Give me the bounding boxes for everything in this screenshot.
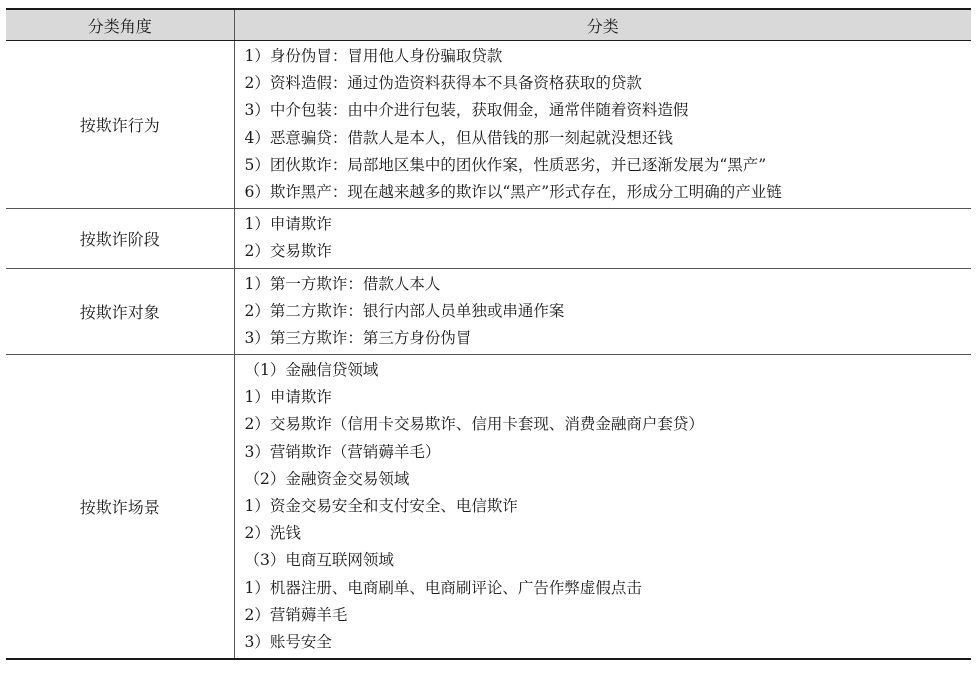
list-item: 5）团伙欺诈：局部地区集中的团伙作案，性质恶劣，并已逐渐发展为“黑产”: [244, 155, 767, 174]
list-item: 1）身份伪冒：冒用他人身份骗取贷款: [244, 47, 503, 65]
items-cell: [234, 209, 971, 268]
table-row: [6, 209, 971, 268]
list-item: 1）第一方欺诈：借款人本人: [244, 274, 441, 293]
items-cell: [234, 355, 971, 660]
list-item: 1）申请欺诈: [244, 215, 332, 234]
list-item: 3）账号安全: [244, 632, 332, 651]
list-item: 2）营销薅羊毛: [244, 605, 348, 624]
list-item: 2）第二方欺诈：银行内部人员单独或串通作案: [244, 301, 565, 320]
list-item: 2）交易欺诈（信用卡交易欺诈、信用卡套现、消费金融商户套贷）: [244, 415, 704, 434]
list-item: （3）电商互联网领域: [244, 551, 394, 570]
list-item: 3）营销欺诈（营销薅羊毛）: [244, 442, 441, 461]
header-classification-angle: 分类角度: [6, 9, 234, 41]
list-item: 2）洗钱: [244, 524, 301, 543]
items-cell: [234, 41, 971, 209]
category-by-behavior: 按欺诈行为: [6, 41, 234, 209]
category-by-scenario: 按欺诈场景: [6, 355, 234, 660]
list-item: 2）交易欺诈: [244, 242, 332, 261]
list-item: 1）机器注册、电商刷单、电商刷评论、广告作弊虚假点击: [244, 578, 642, 597]
table-header-row: [6, 9, 971, 41]
header-classification: 分类: [234, 9, 971, 41]
list-item: 1）申请欺诈: [244, 388, 332, 407]
category-by-target: 按欺诈对象: [6, 268, 234, 355]
list-item: （2）金融资金交易领域: [244, 469, 410, 488]
list-item: （1）金融信贷领域: [244, 361, 379, 380]
list-item: 4）恶意骗贷：借款人是本人，但从借钱的那一刻起就没想还钱: [244, 128, 673, 147]
table-row: [6, 355, 971, 660]
category-by-stage: 按欺诈阶段: [6, 209, 234, 268]
list-item: 2）资料造假：通过伪造资料获得本不具备资格获取的贷款: [244, 74, 642, 93]
list-item: 6）欺诈黑产：现在越来越多的欺诈以“黑产”形式存在，形成分工明确的产业链: [244, 182, 782, 201]
table-row: [6, 41, 971, 209]
fraud-classification-table: [6, 8, 971, 660]
list-item: 1）资金交易安全和支付安全、电信欺诈: [244, 497, 518, 515]
list-item: 3）中介包装：由中介进行包装，获取佣金，通常伴随着资料造假: [244, 101, 689, 120]
list-item: 3）第三方欺诈：第三方身份伪冒: [244, 328, 472, 347]
table-row: [6, 268, 971, 355]
items-cell: [234, 268, 971, 355]
